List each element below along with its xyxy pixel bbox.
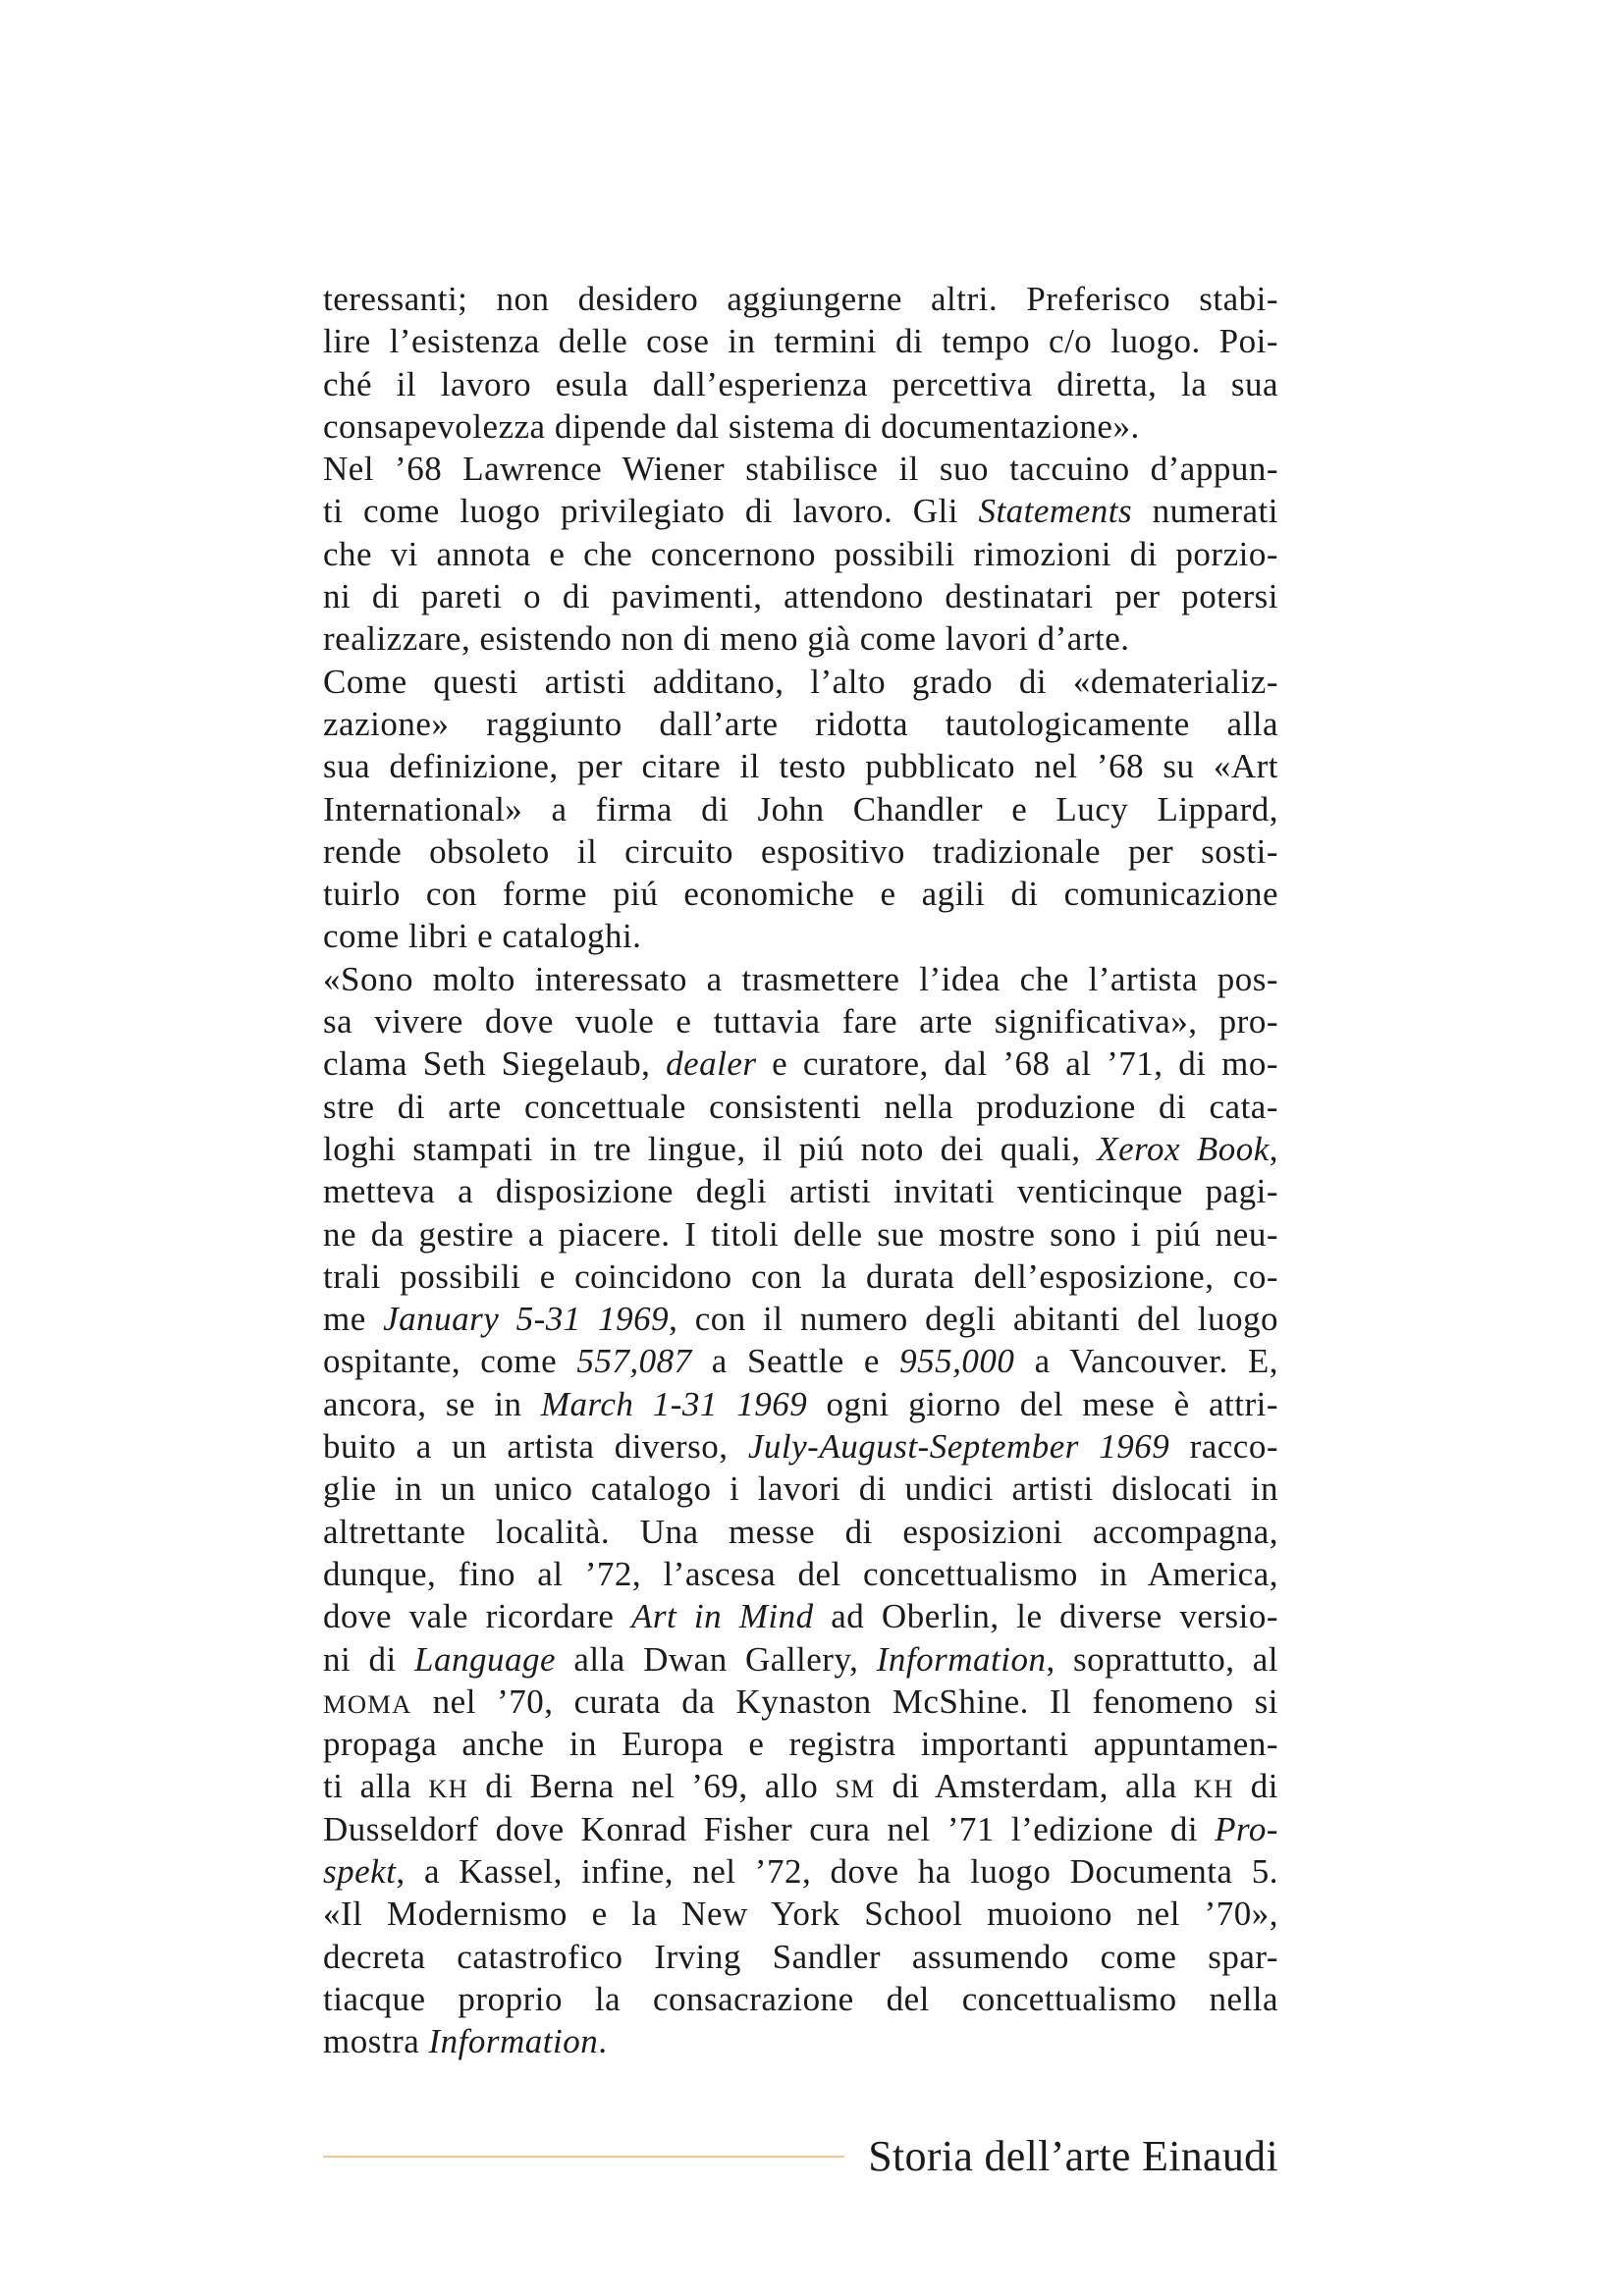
text-line <box>323 1723 1278 1765</box>
text-run: dunque, fino al ’72, l’ascesa del concettualismo in America, <box>323 1554 1278 1593</box>
text-run: «Il Modernismo e la New York School muoiono nel ’70», <box>323 1895 1278 1934</box>
text-line <box>323 1170 1278 1212</box>
italic-title: Pro- <box>1215 1809 1278 1848</box>
text-run: a Vancouver. E, <box>1014 1342 1278 1381</box>
text-line <box>323 1383 1278 1425</box>
text-run: Nel ’68 Lawrence Wiener stabilisce il suo taccuino d’appun- <box>323 450 1278 489</box>
text-run: lire l’esistenza delle cose in termini di tempo c/o luogo. Poi- <box>323 322 1278 361</box>
italic-title: January 5-31 1969 <box>383 1300 670 1339</box>
text-run: ogni giorno del mese è attri- <box>807 1384 1278 1423</box>
text-run: rende obsoleto il circuito espositivo tradizionale per sosti- <box>323 831 1278 871</box>
text-run: clama Seth Siegelaub, <box>323 1044 667 1084</box>
text-run: di Berna nel ’69, allo <box>468 1767 836 1806</box>
text-run: metteva a disposizione degli artisti invitati venticinque pagi- <box>323 1172 1278 1211</box>
text-run: racco- <box>1169 1427 1278 1467</box>
italic-word: dealer <box>666 1044 757 1084</box>
italic-title: July-August-September 1969 <box>747 1427 1170 1467</box>
text-line <box>323 1128 1278 1170</box>
text-line <box>323 1298 1278 1340</box>
text-run: propaga anche in Europa e registra importanti appuntamen- <box>323 1725 1278 1764</box>
page-footer <box>323 2128 1278 2185</box>
italic-title: Statements <box>978 492 1133 531</box>
text-line <box>323 363 1278 405</box>
text-run: che vi annota e che concernono possibili rimozioni di porzio- <box>323 534 1278 573</box>
text-line <box>323 490 1278 532</box>
text-line <box>323 533 1278 575</box>
text-run: ancora, se in <box>323 1384 541 1423</box>
text-line <box>323 2020 1278 2062</box>
text-run: consapevolezza dipende dal sistema di documentazione». <box>323 406 1140 446</box>
text-run: decreta catastrofico Irving Sandler assumendo come spar- <box>323 1937 1278 1976</box>
text-run: sa vivere dove vuole e tuttavia fare arte significativa», pro- <box>323 1002 1278 1041</box>
text-line <box>323 320 1278 362</box>
text-run: Come questi artisti additano, l’alto grado di «dematerializ- <box>323 662 1278 701</box>
text-line <box>323 1808 1278 1850</box>
text-line <box>323 1681 1278 1723</box>
text-run: . <box>598 2022 608 2061</box>
text-run: glie in un unico catalogo i lavori di undici artisti dislocati in <box>323 1469 1278 1509</box>
text-run: ne da gestire a piacere. I titoli delle sue mostre sono i piú neu- <box>323 1214 1278 1254</box>
text-line <box>323 1042 1278 1085</box>
italic-title: Information <box>876 1639 1047 1679</box>
text-line <box>323 873 1278 915</box>
text-line <box>323 1595 1278 1637</box>
text-line <box>323 1893 1278 1935</box>
text-run: nel ’70, curata da Kynaston McShine. Il fenomeno si <box>411 1682 1278 1721</box>
text-line <box>323 788 1278 830</box>
text-run: Dusseldorf dove Konrad Fisher cura nel ’71 l’edizione di <box>323 1809 1216 1848</box>
text-run: tiacque proprio la consacrazione del concettualismo nella <box>323 1979 1278 2018</box>
text-run: ni di <box>323 1639 415 1679</box>
text-run: teressanti; non desidero aggiungerne altri. Preferisco stabi- <box>323 280 1278 318</box>
text-run: realizzare, esistendo non di meno già come lavori d’arte. <box>323 619 1130 659</box>
text-run: altrettante località. Una messe di esposizioni accompagna, <box>323 1512 1278 1551</box>
text-line <box>323 448 1278 490</box>
text-line <box>323 1850 1278 1893</box>
italic-title: Art in Mind <box>631 1597 814 1636</box>
text-run: , <box>1269 1129 1278 1168</box>
text-run: International» a firma di John Chandler e Lucy Lippard, <box>323 789 1278 828</box>
text-run: dove vale ricordare <box>323 1597 632 1636</box>
text-run: numerati <box>1132 492 1278 531</box>
text-run: ti come luogo privilegiato di lavoro. Gli <box>323 492 979 531</box>
text-line <box>323 1468 1278 1510</box>
italic-title: 955,000 <box>899 1342 1015 1381</box>
text-line <box>323 1255 1278 1298</box>
text-run: di <box>1233 1767 1278 1806</box>
text-run: di Amsterdam, alla <box>875 1767 1194 1806</box>
italic-title: March 1-31 1969 <box>540 1384 808 1423</box>
text-run: ché il lavoro esula dall’esperienza percettiva diretta, la sua <box>323 364 1278 403</box>
text-run: tuirlo con forme piú economiche e agili di comunicazione <box>323 875 1278 914</box>
text-line <box>323 1553 1278 1595</box>
text-line <box>323 703 1278 745</box>
text-line <box>323 405 1278 448</box>
text-run: , soprattutto, al <box>1046 1639 1278 1679</box>
text-run: me <box>323 1300 384 1339</box>
institution-acronym: KH <box>428 1774 469 1804</box>
text-line <box>323 1978 1278 2020</box>
text-line <box>323 278 1278 320</box>
italic-title: 557,087 <box>576 1342 692 1381</box>
italic-title: Information <box>428 2022 599 2061</box>
text-line <box>323 1000 1278 1042</box>
text-run: loghi stampati in tre lingue, il piú noto dei quali, <box>323 1129 1098 1168</box>
text-line <box>323 1638 1278 1681</box>
text-run: buito a un artista diverso, <box>323 1427 748 1467</box>
italic-title: Language <box>414 1639 557 1679</box>
italic-title: Xerox Book <box>1097 1129 1270 1168</box>
text-run: trali possibili e coincidono con la durata dell’esposizione, co- <box>323 1256 1278 1296</box>
body-text <box>323 278 1278 2062</box>
text-line <box>323 915 1278 957</box>
text-run: «Sono molto interessato a trasmettere l’idea che l’artista pos- <box>323 959 1278 998</box>
text-run: , a Kassel, infine, nel ’72, dove ha luogo Documenta 5. <box>396 1851 1278 1891</box>
institution-acronym: SM <box>835 1774 876 1804</box>
text-line <box>323 830 1278 873</box>
text-line <box>323 1511 1278 1553</box>
text-run: zazione» raggiunto dall’arte ridotta tautologicamente alla <box>323 704 1278 743</box>
text-line <box>323 1213 1278 1255</box>
text-run: , con il numero degli abitanti del luogo <box>669 1300 1278 1339</box>
text-run: stre di arte concettuale consistenti nella produzione di cata- <box>323 1087 1278 1126</box>
text-line <box>323 575 1278 617</box>
text-line <box>323 745 1278 787</box>
text-line <box>323 958 1278 1000</box>
institution-acronym: KH <box>1193 1774 1234 1804</box>
text-line <box>323 1425 1278 1468</box>
italic-title: spekt <box>323 1851 397 1891</box>
text-line <box>323 1340 1278 1382</box>
text-run: ni di pareti o di pavimenti, attendono destinatari per potersi <box>323 577 1278 616</box>
text-run: sua definizione, per citare il testo pubblicato nel ’68 su «Art <box>323 747 1278 786</box>
text-run: come libri e cataloghi. <box>323 917 642 956</box>
footer-title: Storia dell’arte Einaudi <box>868 2132 1278 2180</box>
footer-rule <box>323 2156 844 2158</box>
text-run: ospitante, come <box>323 1342 577 1381</box>
text-run: ti alla <box>323 1767 429 1806</box>
text-line <box>323 1765 1278 1807</box>
text-run: mostra <box>323 2022 429 2061</box>
institution-acronym: MOMA <box>323 1688 412 1719</box>
text-line <box>323 1086 1278 1128</box>
text-line <box>323 617 1278 660</box>
text-line <box>323 661 1278 703</box>
text-run: ad Oberlin, le diverse versio- <box>813 1597 1278 1636</box>
text-run: a Seattle e <box>691 1342 900 1381</box>
text-run: e curatore, dal ’68 al ’71, di mo- <box>756 1044 1278 1084</box>
text-line <box>323 1936 1278 1978</box>
text-run: alla Dwan Gallery, <box>556 1639 877 1679</box>
